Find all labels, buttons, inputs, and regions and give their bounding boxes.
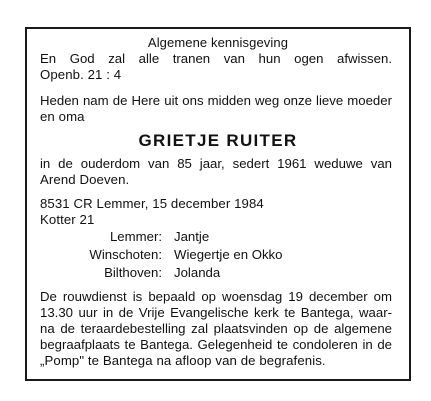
funeral-line: 13.30 uur in de Vrije Evangelische kerk te Bantega, waar- xyxy=(40,305,392,320)
death-notice xyxy=(25,27,411,381)
announcement-line: en oma xyxy=(40,109,85,124)
age-line: in de ouderdom van 85 jaar, sedert 1961 weduwe van xyxy=(40,156,392,171)
funeral-line: De rouwdienst is bepaald op woensdag 19 december om xyxy=(40,289,392,304)
funeral-line: „Pomp" te Bantega na afloop van de begrafenis. xyxy=(40,353,326,368)
verse-line: En God zal alle tranen van hun ogen afwissen. xyxy=(40,51,392,66)
survivor-place: Winschoten: xyxy=(89,247,162,262)
funeral-line: na de teraardebestelling zal plaatsvinden op de algemene xyxy=(40,321,392,336)
street-line: Kotter 21 xyxy=(40,212,95,227)
survivor-place: Lemmer: xyxy=(109,229,162,244)
survivor-names: Wiegertje en Okko xyxy=(174,247,283,262)
funeral-line: begraafplaats te Bantega. Gelegenheid te condoleren in de xyxy=(40,337,392,352)
verse-reference: Openb. 21 : 4 xyxy=(40,67,122,82)
deceased-name: GRIETJE RUITER xyxy=(138,131,298,150)
survivor-names: Jolanda xyxy=(174,265,221,280)
announcement-line: Heden nam de Here uit ons midden weg onze lieve moeder xyxy=(40,93,392,108)
survivor-place: Bilthoven: xyxy=(104,265,162,280)
survivor-names: Jantje xyxy=(174,229,210,244)
spouse-line: Arend Doeven. xyxy=(40,172,130,187)
notice-heading: Algemene kennisgeving xyxy=(147,35,289,50)
address-date-line: 8531 CR Lemmer, 15 december 1984 xyxy=(40,196,264,211)
